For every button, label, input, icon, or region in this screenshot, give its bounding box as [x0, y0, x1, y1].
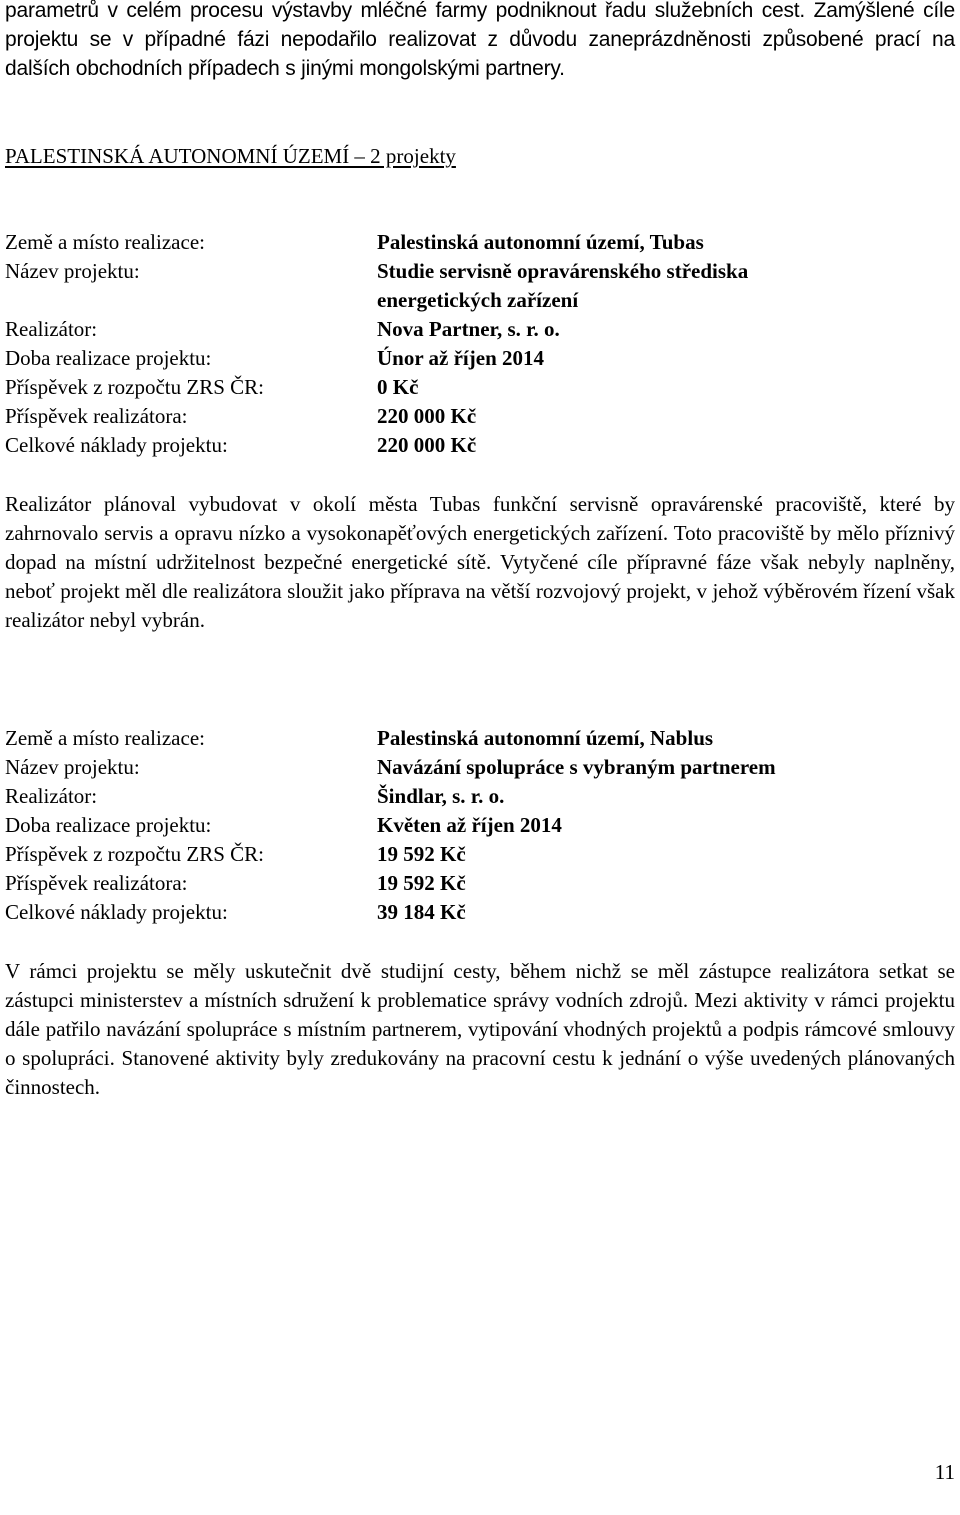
- project2-contribution-value: 19 592 Kč: [377, 871, 466, 895]
- project2-country-label: Země a místo realizace:: [5, 726, 205, 750]
- project1-country-value: Palestinská autonomní území, Tubas: [377, 230, 704, 254]
- project1-name-row: [5, 257, 955, 315]
- project2-country-value: Palestinská autonomní území, Nablus: [377, 726, 714, 750]
- project2-total-label: Celkové náklady projektu:: [5, 900, 228, 924]
- project1-name-label: Název projektu:: [5, 259, 140, 283]
- project2-budget-label: Příspěvek z rozpočtu ZRS ČR:: [5, 842, 264, 866]
- intro-paragraph: parametrů v celém procesu výstavby mléčné farmy podniknout řadu služebních cest. Zamýšlené cíle projektu se v případné fázi nepodařilo realizovat z důvodu zaneprázdněnosti způsobené prací na dalších obchodních případech s jinými mongolskými partnery.: [5, 0, 955, 80]
- project1-total-value: 220 000 Kč: [377, 433, 477, 457]
- project2-contribution-row: [5, 869, 955, 898]
- project2-country-row: [5, 724, 955, 753]
- project1-implementer-value: Nova Partner, s. r. o.: [377, 317, 560, 341]
- project1-total-row: [5, 431, 955, 460]
- project1-duration-row: [5, 344, 955, 373]
- project2-implementer-label: Realizátor:: [5, 784, 98, 808]
- project1-duration-value: Únor až říjen 2014: [377, 346, 545, 370]
- project1-total-label: Celkové náklady projektu:: [5, 433, 228, 457]
- project1-budget-label: Příspěvek z rozpočtu ZRS ČR:: [5, 375, 264, 399]
- page-number: 11: [934, 1460, 955, 1484]
- project1-implementer-label: Realizátor:: [5, 317, 98, 341]
- project2-duration-row: [5, 811, 955, 840]
- project2-implementer-value: Šindlar, s. r. o.: [377, 784, 505, 808]
- section-heading: PALESTINSKÁ AUTONOMNÍ ÚZEMÍ – 2 projekty: [5, 144, 456, 168]
- project1-duration-label: Doba realizace projektu:: [5, 346, 212, 370]
- project2-facts: [5, 724, 955, 927]
- project2-duration-label: Doba realizace projektu:: [5, 813, 212, 837]
- project2-name-value: Navázání spolupráce s vybraným partnerem: [377, 755, 776, 779]
- project2-contribution-label: Příspěvek realizátora:: [5, 871, 188, 895]
- project1-country-row: [5, 228, 955, 257]
- project1-contribution-label: Příspěvek realizátora:: [5, 404, 188, 428]
- project1-budget-row: [5, 373, 955, 402]
- project1-name-value: Studie servisně opravárenského střediska energetických zařízení: [377, 259, 749, 312]
- project2-total-value: 39 184 Kč: [377, 900, 466, 924]
- project1-contribution-row: [5, 402, 955, 431]
- project1-facts: [5, 228, 955, 460]
- project2-description: V rámci projektu se měly uskutečnit dvě studijní cesty, během nichž se měl zástupce realizátora setkat se zástupci ministerstev a místních sdružení k problematice správy vodních zdrojů. Mezi aktivity v rámci projektu dále patřilo navázání spolupráce s místním partnerem, vytipování vhodných projektů a podpis rámcové smlouvy o spolupráci. Stanovené aktivity byly zredukovány na pracovní cestu k jednání o výše uvedených plánovaných činnostech.: [5, 959, 955, 1099]
- project1-budget-value: 0 Kč: [377, 375, 419, 399]
- project2-total-row: [5, 898, 955, 927]
- project2-implementer-row: [5, 782, 955, 811]
- project2-duration-value: Květen až říjen 2014: [377, 813, 562, 837]
- project2-budget-value: 19 592 Kč: [377, 842, 466, 866]
- project1-description: Realizátor plánoval vybudovat v okolí města Tubas funkční servisně opravárenské pracoviště, které by zahrnovalo servis a opravu nízko a vysokonapěťových energetických zařízení. Toto pracoviště by mělo příznivý dopad na místní udržitelnost bezpečné energetické sítě. Vytyčené cíle přípravné fáze však nebyly naplněny, neboť projekt měl dle realizátora sloužit jako příprava na větší rozvojový projekt, v jehož výběrovém řízení však realizátor nebyl vybrán.: [5, 492, 955, 632]
- project2-name-label: Název projektu:: [5, 755, 140, 779]
- project1-country-label: Země a místo realizace:: [5, 230, 205, 254]
- project2-name-row: [5, 753, 955, 782]
- project1-contribution-value: 220 000 Kč: [377, 404, 477, 428]
- project2-budget-row: [5, 840, 955, 869]
- project1-implementer-row: [5, 315, 955, 344]
